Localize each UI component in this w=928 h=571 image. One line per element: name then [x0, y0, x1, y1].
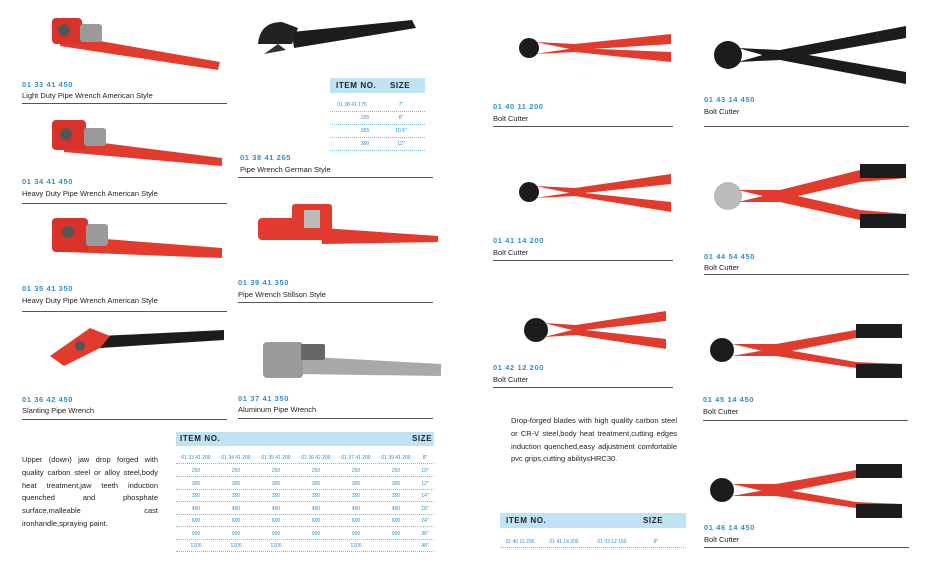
item-no-cell: 450 — [271, 505, 281, 512]
item-no-cell: 1200 — [270, 543, 282, 549]
item-no-cell: 900 — [191, 530, 201, 537]
item-no-cell: 600 — [351, 518, 361, 524]
item-no-cell: 01 38 41 175 — [337, 102, 367, 108]
item-no-cell: 01 37 41 200 — [341, 455, 371, 461]
item-no-cell: 265 — [360, 128, 370, 134]
item-no-cell: 600 — [391, 518, 401, 524]
bolt-cutter-image — [710, 20, 910, 90]
bolt-cutter-description: Drop-forged blades with high quality carbon steel or CR-V steel,body heat treatment,cutting edges induction quenched,easy adjustment comfortable pvc grips,cutting ability≤HRC30. — [511, 416, 677, 464]
size-cell: 10.5" — [395, 128, 407, 134]
table-header — [330, 78, 425, 93]
divider — [22, 311, 227, 312]
item-no-cell: 350 — [271, 493, 281, 499]
size-cell: 12" — [421, 480, 429, 487]
table-row — [176, 452, 434, 464]
item-no-cell: 300 — [391, 480, 401, 487]
product-name: Light Duty Pipe Wrench American Style — [22, 91, 153, 100]
table-row — [500, 536, 686, 548]
product-name: Heavy Duty Pipe Wrench American Style — [22, 296, 158, 305]
divider — [22, 419, 227, 420]
item-no-cell: 450 — [191, 505, 201, 512]
bolt-cutter-image — [515, 170, 675, 216]
product-code: 01 39 41 350 — [238, 278, 289, 287]
product-code: 01 41 14 200 — [493, 236, 544, 245]
table-row — [176, 515, 434, 527]
item-no-cell: 900 — [391, 530, 401, 537]
pipe-wrench-description: Upper (down) jaw drop forged with quality carbon steel or alloy steel,body heat treatment,jaw teeth induction quenched and phosphate surface,malleable cast ironhandle,spraying paint. — [22, 455, 158, 528]
product-code: 01 36 42 450 — [22, 395, 73, 404]
item-no-cell: 350 — [391, 493, 401, 499]
product-name: Bolt Cutter — [704, 263, 740, 272]
slanting-pipe-wrench-image — [40, 322, 230, 372]
item-no-cell: 900 — [231, 530, 241, 537]
divider — [22, 103, 227, 104]
stillson-pipe-wrench-image — [252, 198, 442, 258]
divider — [238, 177, 433, 178]
table-row — [176, 478, 434, 490]
item-no-cell: 01 35 41 200 — [261, 455, 291, 461]
table-header — [500, 513, 686, 528]
item-no-cell: 350 — [351, 493, 361, 499]
item-no-cell: 01 36 42 200 — [301, 455, 331, 461]
size-cell: 18" — [421, 505, 429, 512]
divider — [704, 547, 909, 548]
item-no-cell: 01 39 41 200 — [381, 455, 411, 461]
size-header: SIZE — [412, 434, 433, 443]
item-no-cell: 450 — [311, 505, 321, 512]
item-no-cell: 350 — [191, 493, 201, 499]
product-name: Slanting Pipe Wrench — [22, 406, 94, 415]
size-header: SIZE — [390, 81, 411, 90]
table-row — [330, 125, 425, 138]
size-cell: 12" — [397, 141, 405, 147]
divider — [22, 203, 227, 204]
item-no-cell: 450 — [231, 505, 241, 512]
item-no-cell: 01 41 14 200 — [549, 539, 579, 545]
product-code: 01 34 41 450 — [22, 177, 73, 186]
table-row — [176, 503, 434, 515]
item-no-cell: 300 — [271, 480, 281, 487]
divider — [493, 260, 673, 261]
item-no-cell: 250 — [391, 468, 401, 474]
table-header — [176, 432, 434, 446]
item-no-cell: 350 — [231, 493, 241, 499]
product-code: 01 43 14 450 — [704, 95, 755, 104]
product-code: 01 44 54 450 — [704, 252, 755, 261]
product-name: Bolt Cutter — [493, 114, 529, 123]
product-name: Bolt Cutter — [703, 407, 739, 416]
item-no-cell: 450 — [391, 505, 401, 512]
bolt-cutter-image — [706, 320, 906, 382]
divider — [238, 302, 433, 303]
item-no-cell: 600 — [271, 518, 281, 524]
item-no-cell: 600 — [311, 518, 321, 524]
size-cell: 14" — [421, 493, 429, 499]
item-no-cell: 250 — [231, 468, 241, 474]
divider — [238, 418, 433, 419]
item-no-cell: 1200 — [230, 543, 242, 549]
item-no-cell: 300 — [311, 480, 321, 487]
item-no-cell: 250 — [311, 468, 321, 474]
size-cell: 10" — [421, 468, 429, 474]
item-no-header: ITEM NO. — [180, 434, 221, 443]
item-no-cell: 250 — [271, 468, 281, 474]
size-cell: 7" — [398, 102, 404, 108]
size-cell: 8" — [398, 115, 404, 121]
divider — [704, 274, 909, 275]
german-style-pipe-wrench-image — [252, 14, 422, 64]
size-header: SIZE — [643, 516, 664, 525]
divider — [703, 420, 908, 421]
table-row — [330, 112, 425, 125]
product-code: 01 33 41 450 — [22, 80, 73, 89]
heavy-duty-pipe-wrench-image — [40, 214, 230, 274]
divider — [704, 126, 909, 127]
product-name: Aluminum Pipe Wrench — [238, 405, 317, 414]
bolt-cutter-image — [710, 160, 910, 232]
item-no-cell: 300 — [231, 480, 241, 487]
product-name: Bolt Cutter — [704, 535, 740, 544]
item-no-cell: 01 33 41 200 — [181, 455, 211, 461]
aluminum-pipe-wrench-image — [255, 336, 445, 386]
table-row — [330, 138, 425, 151]
table-row — [176, 490, 434, 502]
item-no-cell: 900 — [271, 530, 281, 537]
divider — [493, 126, 673, 127]
item-no-cell: 01 03 12 160 — [597, 539, 627, 545]
item-no-cell: 300 — [191, 480, 201, 487]
product-code: 01 45 14 450 — [703, 395, 754, 404]
table-row — [330, 99, 425, 112]
item-no-cell: 01 40 11 200 — [505, 539, 535, 545]
bolt-cutter-image — [515, 28, 675, 68]
heavy-duty-pipe-wrench-image — [40, 116, 230, 174]
table-row — [176, 465, 434, 477]
product-name: Bolt Cutter — [493, 375, 529, 384]
item-no-cell: 225 — [360, 115, 370, 121]
size-cell: 36" — [421, 530, 429, 537]
divider — [493, 387, 673, 388]
product-code: 01 40 11 200 — [493, 102, 544, 111]
product-name: Heavy Duty Pipe Wrench American Style — [22, 189, 158, 198]
item-no-header: ITEM NO. — [506, 516, 547, 525]
light-duty-pipe-wrench-image — [40, 14, 230, 74]
size-cell: 8" — [422, 455, 428, 461]
table-row — [176, 540, 434, 552]
item-no-cell: 250 — [351, 468, 361, 474]
bolt-cutter-image — [706, 462, 906, 520]
product-name: Bolt Cutter — [493, 248, 529, 257]
product-code: 01 42 12 200 — [493, 363, 544, 372]
item-no-cell: 600 — [231, 518, 241, 524]
item-no-cell: 01 34 41 200 — [221, 455, 251, 461]
size-cell: 8" — [653, 539, 659, 545]
product-name: Pipe Wrench Stillson Style — [238, 290, 326, 299]
item-no-cell: 300 — [351, 480, 361, 487]
item-no-cell: 450 — [351, 505, 361, 512]
item-no-cell: 600 — [191, 518, 201, 524]
product-code: 01 35 41 350 — [22, 284, 73, 293]
item-no-cell: 900 — [311, 530, 321, 537]
item-no-cell: 1200 — [350, 543, 362, 549]
item-no-cell: 250 — [191, 468, 201, 474]
size-cell: 48" — [421, 543, 429, 549]
product-name: Pipe Wrench German Style — [240, 165, 331, 174]
item-no-header: ITEM NO. — [336, 81, 377, 90]
product-name: Bolt Cutter — [704, 107, 740, 116]
product-code: 01 38 41 265 — [240, 153, 291, 162]
product-code: 01 46 14 450 — [704, 523, 755, 532]
item-no-cell: 350 — [311, 493, 321, 499]
bolt-cutter-image — [520, 305, 670, 355]
item-no-cell: 1200 — [190, 543, 202, 549]
item-no-cell: 900 — [351, 530, 361, 537]
product-code: 01 37 41 350 — [238, 394, 289, 403]
table-row — [176, 528, 434, 540]
size-cell: 24" — [421, 518, 429, 524]
item-no-cell: 300 — [360, 141, 370, 147]
